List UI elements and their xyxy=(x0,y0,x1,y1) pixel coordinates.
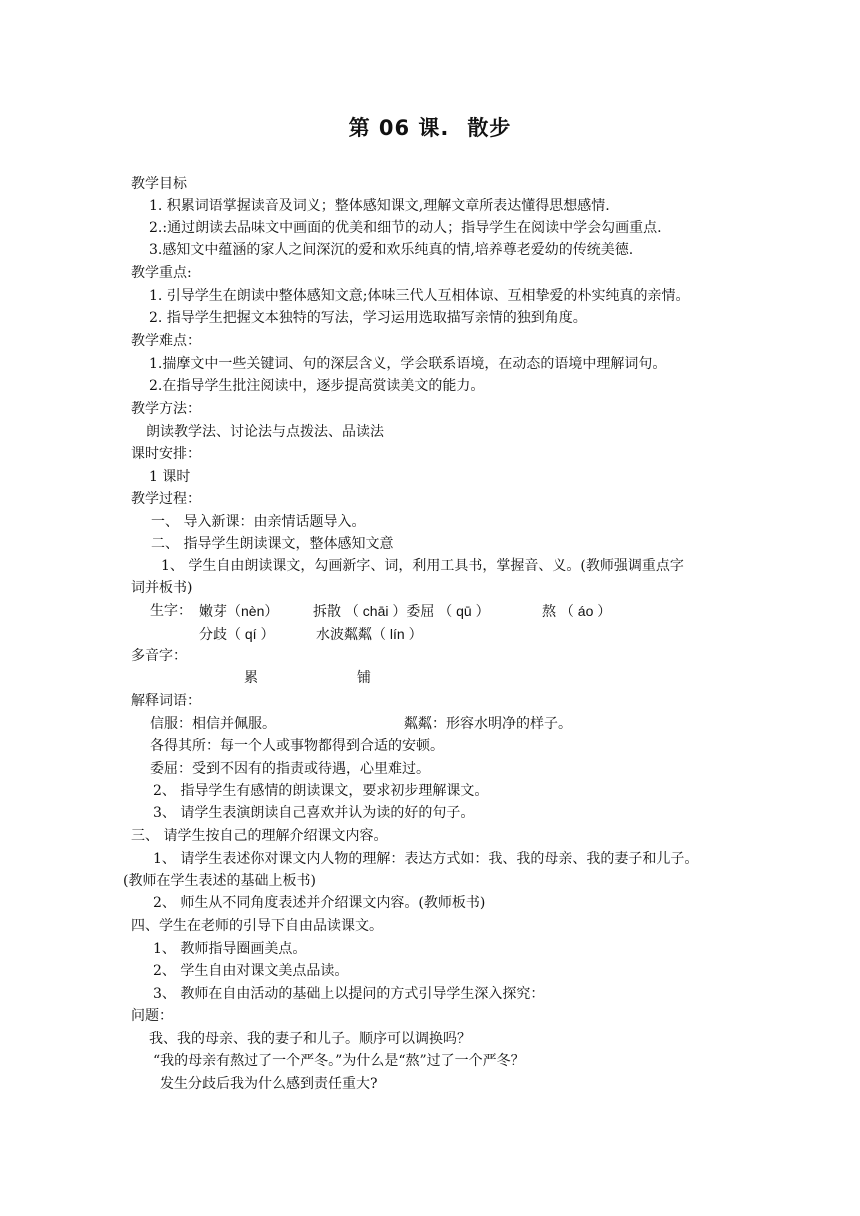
vocab-item: 委屈：受到不因有的指责或待遇，心里难过。 xyxy=(150,761,430,777)
page-title xyxy=(0,112,860,142)
question-item: 发生分歧后我为什么感到责任重大? xyxy=(160,1076,378,1092)
new-char-entry: 拆散 （ chāi ）委屈 （ qū ） xyxy=(313,603,490,619)
process-substep: 2、 指导学生有感情的朗读课文，要求初步理解课文。 xyxy=(153,783,489,799)
question-item: 我、我的母亲、我的妻子和儿子。顺序可以调换吗？ xyxy=(149,1031,471,1047)
objective-item: 1. 积累词语掌握读音及词义；整体感知课文,理解文章所表达懂得思想感情. xyxy=(149,198,610,214)
new-chars-label: 生字： xyxy=(150,603,192,619)
lesson-number: 第 06 课. xyxy=(348,116,450,140)
process-step: 二、 指导学生朗读课文，整体感知文意 xyxy=(151,536,394,552)
vocab-item: 粼粼：形容水明净的样子。 xyxy=(404,716,572,732)
difficulty-item: 1.揣摩文中一些关键词、句的深层含义，学会联系语境，在动态的语境中理解词句。 xyxy=(149,356,667,372)
vocab-heading: 解释词语： xyxy=(131,693,201,709)
process-substep-cont: 词并板书) xyxy=(131,580,193,596)
process-substep: 2、 师生从不同角度表述并介绍课文内容。(教师板书) xyxy=(153,895,486,911)
process-substep: 3、 请学生表演朗读自己喜欢并认为读的好的句子。 xyxy=(153,805,475,821)
methods-heading: 教学方法： xyxy=(131,401,201,417)
objectives-heading: 教学目标 xyxy=(131,176,187,192)
process-substep: 1、 请学生表述你对课文内人物的理解：表达方式如：我、我的母亲、我的妻子和儿子。 xyxy=(153,851,699,867)
key-point-item: 2. 指导学生把握文本独特的写法，学习运用选取描写亲情的独到角度。 xyxy=(149,310,587,326)
key-point-item: 1. 引导学生在朗读中整体感知文意;体味三代人互相体谅、互相挚爱的朴实纯真的亲情。 xyxy=(149,288,690,304)
new-char-entry: 嫩芽（nèn） xyxy=(199,603,279,619)
polyphone-label: 多音字： xyxy=(131,648,187,664)
difficulty-item: 2.在指导学生批注阅读中，逐步提高赏读美文的能力。 xyxy=(149,378,485,394)
process-step: 四、学生在老师的引导下自由品读课文。 xyxy=(131,918,383,934)
process-substep: 3、 教师在自由活动的基础上以提问的方式引导学生深入探究： xyxy=(153,986,545,1002)
new-char-entry: 水波粼粼（ lín ） xyxy=(316,626,423,642)
methods-text: 朗读教学法、讨论法与点拨法、品读法 xyxy=(146,424,384,440)
polyphone-char: 铺 xyxy=(357,670,371,686)
process-substep: 1、 学生自由朗读课文，勾画新字、词，利用工具书，掌握音、义。(教师强调重点字 xyxy=(161,558,684,574)
schedule-text: 1 课时 xyxy=(149,469,191,485)
vocab-item: 各得其所：每一个人或事物都得到合适的安顿。 xyxy=(150,738,444,754)
schedule-heading: 课时安排： xyxy=(131,446,201,462)
process-step: 一、 导入新课：由亲情话题导入。 xyxy=(151,514,366,530)
questions-label: 问题： xyxy=(131,1008,173,1024)
new-char-entry: 熬 （ áo ） xyxy=(542,603,612,619)
key-points-heading: 教学重点: xyxy=(131,265,192,281)
lesson-name: 散步 xyxy=(467,116,512,140)
new-char-entry: 分歧（ qí ） xyxy=(199,626,275,642)
process-substep: 1、 教师指导圈画美点。 xyxy=(153,941,307,957)
vocab-item: 信服：相信并佩服。 xyxy=(150,716,276,732)
process-step: 三、 请学生按自己的理解介绍课文内容。 xyxy=(131,828,388,844)
question-item: “我的母亲有熬过了一个严冬。”为什么是“熬”过了一个严冬？ xyxy=(153,1053,525,1069)
difficulties-heading: 教学难点： xyxy=(131,333,201,349)
process-heading: 教学过程： xyxy=(131,491,201,507)
process-substep-cont: (教师在学生表述的基础上板书) xyxy=(123,873,316,889)
process-substep: 2、 学生自由对课文美点品读。 xyxy=(153,963,349,979)
objective-item: 3.感知文中蕴涵的家人之间深沉的爱和欢乐纯真的情,培养尊老爱幼的传统美德. xyxy=(149,242,634,258)
polyphone-char: 累 xyxy=(244,670,258,686)
objective-item: 2.:通过朗读去品味文中画面的优美和细节的动人；指导学生在阅读中学会勾画重点. xyxy=(149,220,662,236)
